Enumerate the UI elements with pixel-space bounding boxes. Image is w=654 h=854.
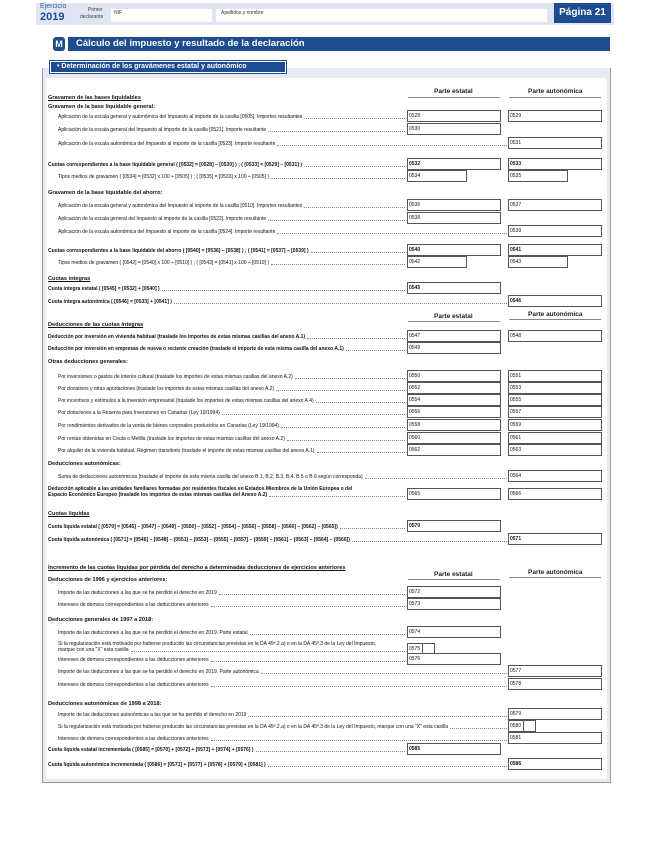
box-code: 0566 bbox=[510, 491, 522, 497]
dot-leader bbox=[250, 634, 405, 635]
dot-leader bbox=[287, 440, 405, 441]
row-label: marque con una "X" esta casilla bbox=[58, 647, 129, 653]
subsection-title: • Determinación de los gravámenes estatal y autonómico bbox=[50, 61, 286, 73]
box-code: 0572 bbox=[409, 589, 421, 595]
row-label: Tipos medios de gravamen ( [0534] = [0532] x 100 ÷ [0505] ) ; ( [0535] = [0533] x 100 ÷ [0505] ) bbox=[58, 174, 269, 180]
box-code: 0585 bbox=[409, 746, 421, 752]
box-0564[interactable] bbox=[508, 470, 602, 482]
box-code: 0579 bbox=[510, 711, 522, 717]
dot-leader bbox=[248, 716, 507, 717]
row-label: Importe de las deducciones a las que se ha perdido el derecho en 2019. Parte estatal bbox=[58, 630, 248, 636]
section-letter-badge: M bbox=[53, 37, 65, 51]
col-divider bbox=[509, 577, 601, 578]
box-0573[interactable] bbox=[407, 598, 501, 610]
dot-leader bbox=[277, 233, 507, 234]
box-code: 0578 bbox=[510, 681, 522, 687]
declarant-label-line2: declarante bbox=[80, 14, 104, 20]
box-code: 0547 bbox=[409, 333, 421, 339]
box-0536[interactable] bbox=[407, 199, 501, 211]
row-label: Importe de las deducciones a las que se ha perdido el derecho en 2019 bbox=[58, 590, 217, 596]
row-label: Deducción por inversión en vivienda habitual (traslade los importes de estas mismas casillas del anexo A.1) bbox=[48, 334, 306, 340]
box-0543[interactable] bbox=[508, 256, 568, 268]
box-code: 0531 bbox=[510, 140, 522, 146]
box-0557[interactable] bbox=[508, 406, 602, 418]
box-0563[interactable] bbox=[508, 444, 602, 456]
row-label: Cuotas correspondientes a la base liquidable del ahorro ( [0540] = [0536] – [0538] ) ; ( [0541] = [0537] – [0539] ) bbox=[48, 248, 309, 254]
box-code: 0539 bbox=[510, 228, 522, 234]
box-0552[interactable] bbox=[407, 382, 501, 394]
box-0581[interactable] bbox=[508, 732, 602, 744]
dot-leader bbox=[219, 594, 405, 595]
box-0556[interactable] bbox=[407, 406, 501, 418]
box-code: 0574 bbox=[409, 629, 421, 635]
page-number: Página 21 bbox=[554, 3, 611, 23]
dot-leader bbox=[268, 220, 405, 221]
section-title: Cálculo del impuesto y resultado de la declaración bbox=[68, 37, 610, 51]
box-code: 0586 bbox=[510, 761, 522, 767]
row-label: Cuota íntegra autonómica ( [0546] = [0533] + [0541] ) bbox=[48, 299, 172, 305]
col-divider bbox=[408, 321, 500, 322]
box-0574[interactable] bbox=[407, 626, 501, 638]
box-code: 0538 bbox=[409, 215, 421, 221]
box-0532[interactable] bbox=[407, 158, 501, 170]
dot-leader bbox=[352, 541, 507, 542]
row-label: Por dotaciones a la Reserva para Inversiones en Canarias (Ley 19/1994) bbox=[58, 410, 220, 416]
name-label: Apellidos y nombre bbox=[221, 10, 264, 16]
row-label: Suma de deducciones autonómicas (traslade el importe de esta misma casilla del anexo B.1, B.2, B.3, B.4, B.5 o B.6 según corresponda) bbox=[58, 474, 363, 480]
box-code: 0562 bbox=[409, 447, 421, 453]
box-0535[interactable] bbox=[508, 170, 568, 182]
declarant-label-line1: Primer bbox=[88, 7, 103, 13]
row-label: Importe de las deducciones a las que se ha perdido el derecho en 2019. Parte autonómica bbox=[58, 669, 259, 675]
box-0572[interactable] bbox=[407, 586, 501, 598]
box-0553[interactable] bbox=[508, 382, 602, 394]
dot-leader bbox=[271, 264, 405, 265]
col-divider bbox=[408, 97, 500, 98]
dot-leader bbox=[261, 673, 507, 674]
row-label: Otras deducciones generales: bbox=[48, 359, 128, 365]
dot-leader bbox=[211, 740, 507, 741]
dot-leader bbox=[269, 496, 405, 497]
col-header-state: Parte estatal bbox=[434, 313, 473, 320]
row-label: Deducciones de las cuotas íntegras bbox=[48, 322, 144, 328]
box-code: 0552 bbox=[409, 385, 421, 391]
nif-label: NIF bbox=[114, 10, 123, 16]
box-0545[interactable] bbox=[407, 282, 501, 294]
box-0538[interactable] bbox=[407, 212, 501, 224]
row-label: Aplicación de la escala autonómica del Impuesto al importe de la casilla [0523]. Importe resultante bbox=[58, 141, 276, 147]
dot-leader bbox=[346, 350, 405, 351]
col-header-state: Parte estatal bbox=[434, 571, 473, 578]
row-label: Deducción por inversión en empresas de nueva o reciente creación (traslade el importe de esta misma casilla del anexo A.1) bbox=[48, 346, 344, 352]
row-label: Cuotas líquidas bbox=[48, 511, 90, 517]
box-code: 0529 bbox=[510, 113, 522, 119]
dot-leader bbox=[450, 728, 507, 729]
box-0541[interactable] bbox=[508, 244, 602, 256]
row-label: Deducciones autonómicas de 1998 a 2018: bbox=[48, 701, 162, 707]
row-label: Gravamen de la base liquidable del ahorro: bbox=[48, 190, 163, 196]
box-0578[interactable] bbox=[508, 678, 602, 690]
dot-leader bbox=[211, 686, 507, 687]
box-code: 0535 bbox=[510, 173, 522, 179]
box-code: 0565 bbox=[409, 491, 421, 497]
box-code: 0571 bbox=[510, 536, 522, 542]
dot-leader bbox=[307, 338, 405, 339]
box-code: 0580 bbox=[510, 723, 522, 729]
row-label: Por rentas obtenidas en Ceuta o Melilla (traslade los importes de estas mismas casillas del anexo A.2) bbox=[58, 436, 285, 442]
dot-leader bbox=[271, 178, 405, 179]
row-label: Intereses de demora correspondientes a las deducciones anteriores bbox=[58, 657, 209, 663]
box-code: 0551 bbox=[510, 373, 522, 379]
box-code: 0542 bbox=[409, 259, 421, 265]
dot-leader bbox=[276, 390, 405, 391]
row-label: Aplicación de la escala autonómica del Impuesto al importe de la casilla [0524]. Importe resultante bbox=[58, 229, 276, 235]
box-code: 0558 bbox=[409, 422, 421, 428]
box-code: 0564 bbox=[510, 473, 522, 479]
row-label: Cuota líquida estatal incrementada ( [0585] = [0570] + [0572] + [0573] + [0574] + [0576] ) bbox=[48, 747, 254, 753]
row-label: Gravamen de las bases liquidables bbox=[48, 95, 141, 101]
box-code: 0533 bbox=[510, 161, 522, 167]
dot-leader bbox=[256, 751, 405, 752]
box-0528[interactable] bbox=[407, 110, 501, 122]
box-code: 0577 bbox=[510, 668, 522, 674]
box-code: 0553 bbox=[510, 385, 522, 391]
dot-leader bbox=[211, 606, 405, 607]
box-0539[interactable] bbox=[508, 225, 602, 237]
exercise-label: Ejercicio bbox=[40, 3, 67, 10]
name-field[interactable] bbox=[216, 9, 547, 22]
box-0546[interactable] bbox=[508, 295, 602, 307]
col-header-regional: Parte autonómica bbox=[528, 311, 583, 318]
box-0559[interactable] bbox=[508, 419, 602, 431]
dot-leader bbox=[268, 131, 405, 132]
row-label: Aplicación de la escala general del Impuesto al importe de la casilla [0521]. Importe resultante bbox=[58, 127, 267, 133]
box-0579[interactable] bbox=[508, 708, 602, 720]
box-0533[interactable] bbox=[508, 158, 602, 170]
box-code: 0575 bbox=[409, 646, 421, 652]
box-code: 0530 bbox=[409, 126, 421, 132]
box-code: 0534 bbox=[409, 173, 421, 179]
col-divider bbox=[509, 319, 601, 320]
box-0570[interactable] bbox=[407, 520, 501, 532]
box-0549[interactable] bbox=[407, 342, 501, 354]
row-label: Por rendimientos derivados de la venta de bienes corporales producidos en Canarias (Ley 19/1994) bbox=[58, 423, 279, 429]
box-code: 0540 bbox=[409, 247, 421, 253]
row-label: Cuota líquida estatal ( [0570] = [0545] – [0547] – [0549] – [0550] – [0552] – [0554] – [0556] – [0558] – [0560] – [0562] – [0565]) bbox=[48, 524, 338, 530]
box-0554[interactable] bbox=[407, 394, 501, 406]
dot-leader bbox=[131, 651, 405, 652]
box-0558[interactable] bbox=[407, 419, 501, 431]
row-label: Aplicación de la escala general y autonómica del Impuesto al importe de la casilla [0510]. Importes resultantes bbox=[58, 203, 303, 209]
box-code: 0543 bbox=[510, 259, 522, 265]
col-divider bbox=[408, 579, 500, 580]
row-label: Si la regularización está motivada por haberse producido las circunstancias previstas en la DA 45ª.2.a) o en la DA 45ª.3 de la Ley del Impuesto, bbox=[58, 641, 377, 647]
box-0566[interactable] bbox=[508, 488, 602, 500]
box-0529[interactable] bbox=[508, 110, 602, 122]
box-0562[interactable] bbox=[407, 444, 501, 456]
dot-leader bbox=[295, 378, 405, 379]
row-label: Por incentivos y estímulos a la inversión empresarial (traslade los importes de estas mismas casillas del anexo A.4) bbox=[58, 398, 314, 404]
dot-leader bbox=[174, 303, 507, 304]
box-0561[interactable] bbox=[508, 432, 602, 444]
box-0571[interactable] bbox=[508, 533, 602, 545]
row-label: Cuota íntegra estatal ( [0545] = [0532] + [0540] ) bbox=[48, 286, 160, 292]
box-code: 0550 bbox=[409, 373, 421, 379]
nif-field[interactable] bbox=[111, 9, 212, 22]
dot-leader bbox=[222, 414, 405, 415]
dot-leader bbox=[365, 478, 507, 479]
dot-leader bbox=[162, 290, 405, 291]
box-0531[interactable] bbox=[508, 137, 602, 149]
dot-leader bbox=[268, 766, 507, 767]
box-code: 0556 bbox=[409, 409, 421, 415]
box-code: 0581 bbox=[510, 735, 522, 741]
box-code: 0554 bbox=[409, 397, 421, 403]
row-label: Tipos medios de gravamen ( [0542] = [0540] x 100 ÷ [0510] ) ; ( [0543] = [0541] x 100 ÷ [0510] ) bbox=[58, 260, 269, 266]
row-label: Importe de las deducciones autonómicas a las que se ha perdido el derecho en 2019 bbox=[58, 712, 247, 718]
box-0585[interactable] bbox=[407, 743, 501, 755]
box-code: 0532 bbox=[409, 161, 421, 167]
row-label: Intereses de demora correspondientes a las deducciones anteriores bbox=[58, 602, 209, 608]
row-label: Gravamen de la base liquidable general: bbox=[48, 104, 155, 110]
box-0540[interactable] bbox=[407, 244, 501, 256]
box-0550[interactable] bbox=[407, 370, 501, 382]
box-code: 0555 bbox=[510, 397, 522, 403]
row-label: Cuota líquida autonómica ( [0571] = [0546] – [0548] – [0551] – [0553] – [0555] – [0557] – [0559] – [0561] – [0563] – [0564] – [0566]) bbox=[48, 537, 350, 543]
box-code: 0563 bbox=[510, 447, 522, 453]
dot-leader bbox=[304, 166, 405, 167]
box-code: 0548 bbox=[510, 333, 522, 339]
box-0580[interactable] bbox=[508, 720, 536, 732]
row-label: Cuotas correspondientes a la base liquidable general ( [0532] = [0528] – [0530] ) ; ( [0533] = [0529] – [0531] ) bbox=[48, 162, 302, 168]
col-divider bbox=[509, 97, 601, 98]
col-header-regional: Parte autonómica bbox=[528, 88, 583, 95]
box-0586[interactable] bbox=[508, 758, 602, 770]
dot-leader bbox=[304, 118, 405, 119]
box-0560[interactable] bbox=[407, 432, 501, 444]
row-label: Deducciones de 1996 y ejercicios anteriores: bbox=[48, 577, 168, 583]
box-code: 0528 bbox=[409, 113, 421, 119]
dot-leader bbox=[277, 145, 507, 146]
box-0576[interactable] bbox=[407, 653, 501, 665]
col-header-regional: Parte autonómica bbox=[528, 569, 583, 576]
box-code: 0573 bbox=[409, 601, 421, 607]
box-code: 0545 bbox=[409, 285, 421, 291]
box-0542[interactable] bbox=[407, 256, 467, 268]
box-0551[interactable] bbox=[508, 370, 602, 382]
dot-leader bbox=[304, 207, 405, 208]
row-label: Cuota líquida autonómica incrementada ( [0586] = [0571] + [0577] + [0578] + [0579] + [0581] ) bbox=[48, 762, 266, 768]
box-code: 0559 bbox=[510, 422, 522, 428]
box-code: 0546 bbox=[510, 298, 522, 304]
exercise-year: 2019 bbox=[40, 11, 65, 23]
box-code: 0537 bbox=[510, 202, 522, 208]
box-code: 0576 bbox=[409, 656, 421, 662]
row-label: Aplicación de la escala general y autonómica del Impuesto al importe de la casilla [0505]. Importes resultantes bbox=[58, 114, 303, 120]
row-label: Intereses de demora correspondientes a las deducciones anteriores bbox=[58, 736, 209, 742]
row-label: Por inversiones o gastos de interés cultural (traslade los importes de estas mismas casillas del anexo A.2) bbox=[58, 374, 293, 380]
dot-leader bbox=[340, 528, 405, 529]
row-label: Por donativos y otras aportaciones (traslade los importes de estas mismas casillas del anexo A.2) bbox=[58, 386, 275, 392]
box-0547[interactable] bbox=[407, 330, 501, 342]
box-code: 0570 bbox=[409, 523, 421, 529]
row-label: Aplicación de la escala general del Impuesto al importe de la casilla [0522]. Importe resultante bbox=[58, 216, 267, 222]
box-0530[interactable] bbox=[407, 123, 501, 135]
row-label: Espacio Económico Europeo (traslade los importes de estas mismas casillas del Anexo A.2) bbox=[48, 492, 268, 498]
dot-leader bbox=[211, 661, 405, 662]
row-label: Intereses de demora correspondientes a las deducciones anteriores bbox=[58, 682, 209, 688]
col-header-state: Parte estatal bbox=[434, 88, 473, 95]
row-label: Cuotas íntegras bbox=[48, 276, 91, 282]
row-label: Por alquiler de la vivienda habitual. Régimen transitorio (traslade el importe de estas mismas casillas del anexo A.1) bbox=[58, 448, 315, 454]
checkbox[interactable] bbox=[523, 721, 535, 731]
dot-leader bbox=[281, 427, 405, 428]
box-code: 0561 bbox=[510, 435, 522, 441]
row-label: Si la regularización está motivada por haberse producido las circunstancias previstas en la DA 45ª.2.a) o en la DA 45ª.3 de la Ley del Impuesto, marque con una "X" esta casilla bbox=[58, 724, 448, 730]
box-0565[interactable] bbox=[407, 488, 501, 500]
row-label: Deducciones autonómicas: bbox=[48, 461, 121, 467]
dot-leader bbox=[316, 402, 405, 403]
box-0548[interactable] bbox=[508, 330, 602, 342]
box-0577[interactable] bbox=[508, 665, 602, 677]
box-0534[interactable] bbox=[407, 170, 467, 182]
box-code: 0536 bbox=[409, 202, 421, 208]
row-label: Deducciones generales de 1997 a 2018: bbox=[48, 617, 154, 623]
box-code: 0560 bbox=[409, 435, 421, 441]
box-code: 0541 bbox=[510, 247, 522, 253]
row-label: Incremento de las cuotas líquidas por pérdida del derecho a determinadas deducciones de ejercicios anteriores bbox=[48, 565, 346, 571]
box-0537[interactable] bbox=[508, 199, 602, 211]
box-0555[interactable] bbox=[508, 394, 602, 406]
dot-leader bbox=[311, 252, 405, 253]
row-label: Deducción aplicable a las unidades familiares formadas por residentes fiscales en Estados Miembros de la Unión Europea o del bbox=[48, 486, 353, 492]
dot-leader bbox=[317, 452, 405, 453]
box-code: 0557 bbox=[510, 409, 522, 415]
box-code: 0549 bbox=[409, 345, 421, 351]
